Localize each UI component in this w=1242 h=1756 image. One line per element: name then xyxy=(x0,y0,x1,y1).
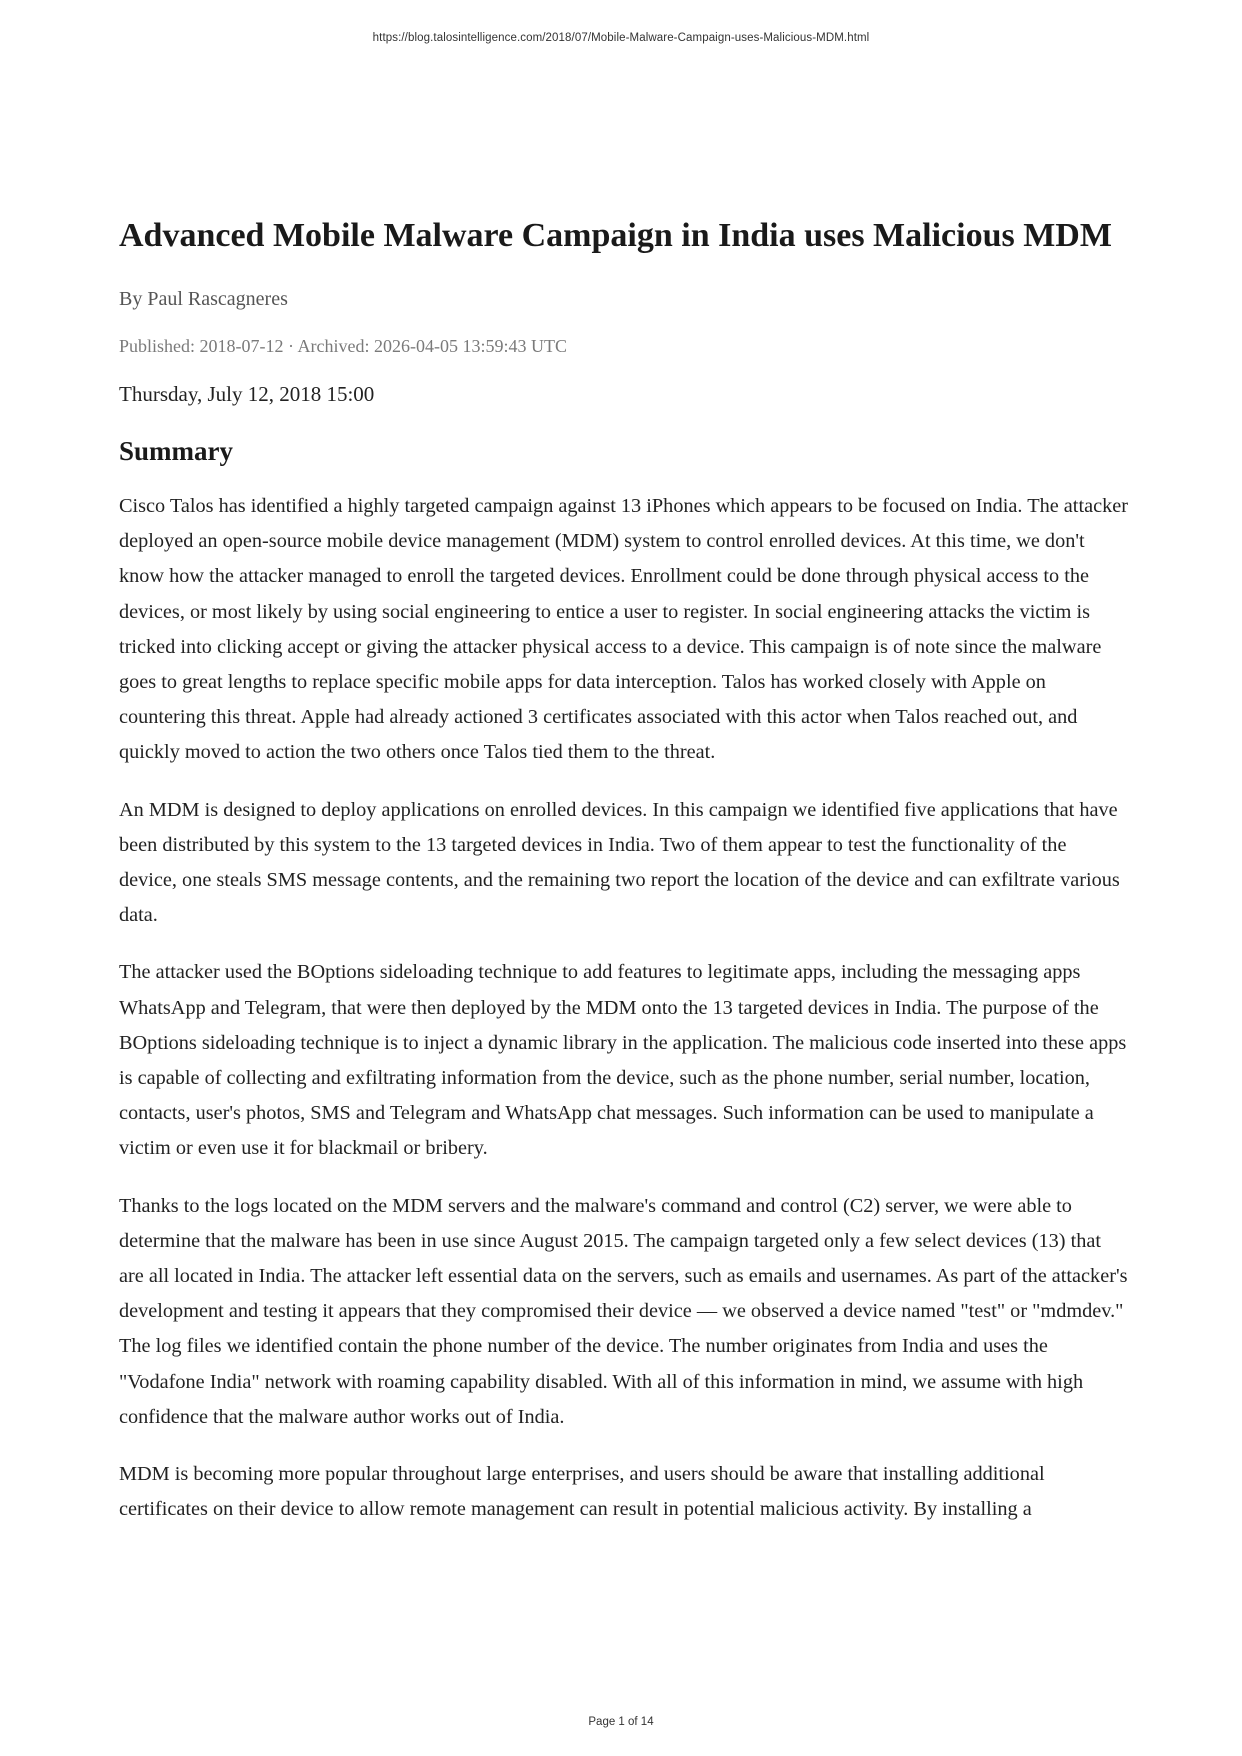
source-url: https://blog.talosintelligence.com/2018/07/Mobile-Malware-Campaign-uses-Malicious-MDM.html xyxy=(372,32,870,44)
publication-metadata: Published: 2018-07-12 · Archived: 2026-04-05 13:59:43 UTC xyxy=(119,336,567,356)
paragraph: The attacker used the BOptions sideloading technique to add features to legitimate apps, including the messaging apps WhatsApp and Telegram, that were then deployed by the MDM onto the 13 targeted devices in India. The purpose of the BOptions sideloading technique is to inject a dynamic library in the application. The malicious code inserted into these apps is capable of collecting and exfiltrating information from the device, such as the phone number, serial number, location, contacts, user's photos, SMS and Telegram and WhatsApp chat messages. Such information can be used to manipulate a victim or even use it for blackmail or bribery. xyxy=(119,961,1127,1160)
paragraph: Thanks to the logs located on the MDM servers and the malware's command and control (C2) server, we were able to determine that the malware has been in use since August 2015. The campaign targeted only a few select devices (13) that are all located in India. The attacker left essential data on the servers, such as emails and usernames. As part of the attacker's development and testing it appears that they compromised their device — we observed a device named "test" or "mdmdev." The log files we identified contain the phone number of the device. The number originates from India and uses the "Vodafone India" network with roaming capability disabled. With all of this information in mind, we assume with high confidence that the malware author works out of India. xyxy=(119,1194,1128,1428)
article-dateline: Thursday, July 12, 2018 15:00 xyxy=(119,382,375,406)
paragraph: MDM is becoming more popular throughout large enterprises, and users should be aware that installing additional certificates on their device to allow remote management can result in potential malicious activity. By installing a xyxy=(119,1463,1045,1521)
section-heading-summary: Summary xyxy=(119,436,233,466)
article-body xyxy=(119,208,1129,1527)
page-number: Page 1 of 14 xyxy=(588,1716,654,1728)
article-title: Advanced Mobile Malware Campaign in India uses Malicious MDM xyxy=(119,217,1112,254)
paragraph: Cisco Talos has identified a highly targeted campaign against 13 iPhones which appears to be focused on India. The attacker deployed an open-source mobile device management (MDM) system to control enrolled devices. At this time, we don't know how the attacker managed to enroll the targeted devices. Enrollment could be done through physical access to the devices, or most likely by using social engineering to entice a user to register. In social engineering attacks the victim is tricked into clicking accept or giving the attacker physical access to a device. This campaign is of note since the malware goes to great lengths to replace specific mobile apps for data interception. Talos has worked closely with Apple on countering this threat. Apple had already actioned 3 certificates associated with this actor when Talos reached out, and quickly moved to action the two others once Talos tied them to the threat. xyxy=(119,495,1128,764)
author-byline: By Paul Rascagneres xyxy=(119,288,288,310)
paragraph: An MDM is designed to deploy applications on enrolled devices. In this campaign we identified five applications that have been distributed by this system to the 13 targeted devices in India. Two of them appear to test the functionality of the device, one steals SMS message contents, and the remaining two report the location of the device and can exfiltrate various data. xyxy=(119,798,1120,927)
